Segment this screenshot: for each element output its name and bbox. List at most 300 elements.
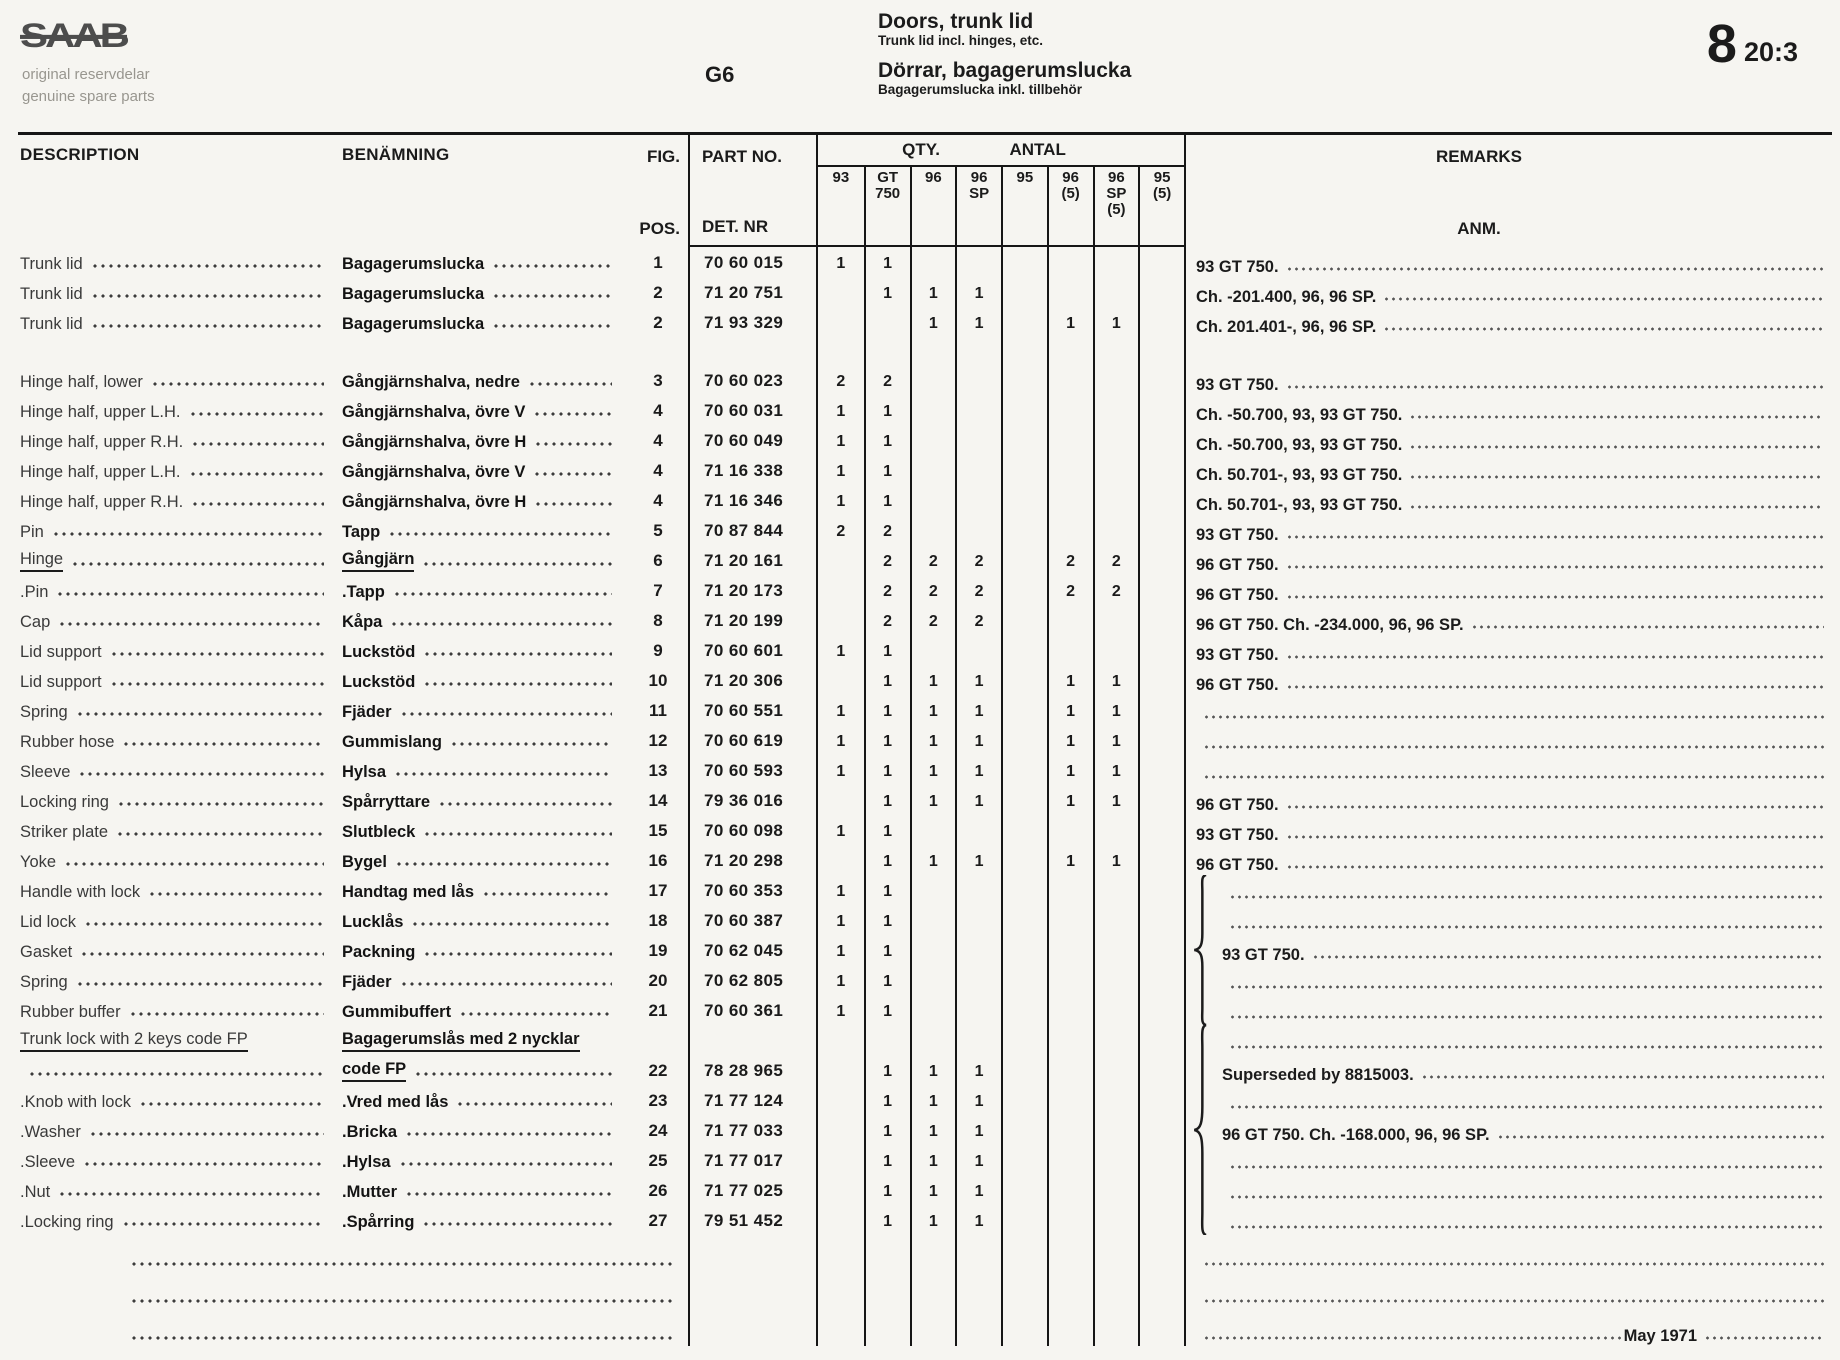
benamning-cell (340, 965, 628, 995)
table-row (18, 875, 1832, 905)
table-row (18, 1309, 1832, 1346)
qty-cell: 1 (1047, 755, 1093, 785)
qty-cell (1047, 1115, 1093, 1145)
description-cell (18, 277, 340, 307)
qty-cell (910, 365, 956, 395)
remarks-cell (1186, 935, 1832, 965)
qty-cell (1093, 395, 1139, 425)
fig-pos-cell: 3 (653, 371, 663, 390)
description-cell (18, 247, 340, 277)
fig-pos-cell (628, 337, 688, 365)
description-text: Lid support (20, 643, 102, 661)
qty-cell (1001, 395, 1047, 425)
qty-cell (818, 575, 864, 605)
description-text: Hinge (20, 550, 63, 572)
qty-cell (818, 665, 864, 695)
dot-leader (129, 1012, 324, 1016)
qty-cell: 1 (955, 307, 1001, 337)
dot-leader (405, 1192, 612, 1196)
qty-cell (1047, 1272, 1093, 1309)
qty-cells (818, 845, 1186, 875)
description-cell (18, 1205, 340, 1235)
dot-leader (456, 1102, 612, 1106)
qty-cell: 1 (864, 845, 910, 875)
description-text: .Pin (20, 583, 49, 601)
qty-cell (1047, 995, 1093, 1025)
qty-cell (818, 1025, 864, 1055)
remarks-cell (1186, 695, 1832, 725)
description-cell (18, 875, 340, 905)
qty-cell (1138, 1272, 1184, 1309)
qty-cell: 1 (864, 455, 910, 485)
dot-leader (191, 502, 324, 506)
qty-cell: 1 (910, 1205, 956, 1235)
benamning-cell (340, 1175, 628, 1205)
description-cell (18, 815, 340, 845)
benamning-text: Gångjärnshalva, övre H (342, 493, 527, 511)
fig-pos-cell: 5 (653, 521, 663, 540)
qty-cell (1093, 1115, 1139, 1145)
description-cell (18, 1025, 340, 1055)
qty-cell (955, 337, 1001, 365)
dot-leader (400, 982, 612, 986)
benamning-cell (340, 337, 628, 365)
part-no-cell: 70 60 049 (688, 425, 818, 455)
bottom-leader-cell (18, 1272, 688, 1309)
benamning-cell (340, 1055, 628, 1085)
qty-cells (818, 1115, 1186, 1145)
qty-cell: 1 (1047, 695, 1093, 725)
qty-cell (910, 455, 956, 485)
qty-cell (818, 1175, 864, 1205)
page-title-english: Doors, trunk lid (878, 10, 1034, 33)
dot-leader (1229, 925, 1824, 929)
qty-cell: 1 (955, 665, 1001, 695)
dot-leader (78, 772, 324, 776)
remarks-cell (1186, 307, 1832, 337)
qty-cells (818, 665, 1186, 695)
qty-cell (1047, 1145, 1093, 1175)
description-cell (18, 1175, 340, 1205)
qty-cell (1001, 1309, 1047, 1346)
qty-cell (1047, 875, 1093, 905)
benamning-cell (340, 365, 628, 395)
part-no-cell: 71 77 017 (688, 1145, 818, 1175)
qty-cell (1138, 1205, 1184, 1235)
part-no-cell: 70 62 805 (688, 965, 818, 995)
qty-cell (1093, 277, 1139, 307)
part-no-cell (688, 1272, 818, 1309)
benamning-text: .Mutter (342, 1183, 397, 1201)
fig-header-line2: POS. (639, 219, 680, 238)
description-cell (18, 1055, 340, 1085)
part-no-cell: 71 16 346 (688, 485, 818, 515)
dot-leader (411, 922, 612, 926)
qty-cell (910, 395, 956, 425)
qty-cell (1138, 1055, 1184, 1085)
dot-leader (116, 832, 324, 836)
qty-cell (864, 337, 910, 365)
qty-cell (1138, 815, 1184, 845)
qty-cell (1001, 635, 1047, 665)
qty-cell: 1 (864, 905, 910, 935)
benamning-text: Spårryttare (342, 793, 431, 811)
qty-cell (818, 1309, 864, 1346)
dot-leader (1286, 267, 1824, 271)
description-text: .Sleeve (20, 1153, 76, 1171)
qty-cell (1138, 247, 1184, 277)
qty-cells (818, 695, 1186, 725)
qty-cell: 1 (1093, 307, 1139, 337)
qty-cell (955, 875, 1001, 905)
part-no-cell: 71 20 298 (688, 845, 818, 875)
qty-cell (955, 1272, 1001, 1309)
benamning-cell (340, 875, 628, 905)
qty-cell: 1 (1093, 695, 1139, 725)
remark-text: 93 GT 750. (1222, 946, 1305, 964)
benamning-cell (340, 277, 628, 307)
dot-leader (393, 592, 612, 596)
qty-cell: 1 (836, 403, 846, 420)
qty-cell (864, 1025, 910, 1055)
part-no-cell: 70 60 593 (688, 755, 818, 785)
description-text: Pin (20, 523, 44, 541)
qty-cell (1047, 935, 1093, 965)
description-text: Trunk lid (20, 285, 83, 303)
description-text: Rubber buffer (20, 1003, 121, 1021)
benamning-text: Hylsa (342, 763, 387, 781)
qty-cell: 2 (955, 575, 1001, 605)
qty-cell (1001, 1272, 1047, 1309)
qty-cell: 1 (910, 755, 956, 785)
qty-cell: 1 (864, 1175, 910, 1205)
qty-header-group (818, 135, 1186, 247)
remarks-cell (1186, 247, 1832, 277)
remarks-cell (1186, 755, 1832, 785)
table-row (18, 1175, 1832, 1205)
remark-text: Ch. 50.701-, 93, 93 GT 750. (1196, 466, 1403, 484)
dot-leader (1286, 565, 1824, 569)
fig-pos-cell: 7 (653, 581, 663, 600)
qty-cell: 1 (864, 425, 910, 455)
qty-cell (1093, 247, 1139, 277)
qty-cells (818, 485, 1186, 515)
description-text: Hinge half, upper R.H. (20, 433, 184, 451)
dot-leader (534, 442, 612, 446)
qty-cells (818, 575, 1186, 605)
qty-cell (1001, 935, 1047, 965)
dot-leader (122, 1222, 324, 1226)
part-no-cell: 71 20 161 (688, 545, 818, 575)
part-no-cell: 71 20 751 (688, 277, 818, 307)
dot-leader (492, 264, 612, 268)
qty-cell (955, 1309, 1001, 1346)
benamning-text: .Hylsa (342, 1153, 391, 1171)
qty-cell (1093, 965, 1139, 995)
benamning-text: Gummislang (342, 733, 442, 751)
qty-cells (818, 725, 1186, 755)
qty-cells (818, 365, 1186, 395)
dot-leader (422, 1222, 612, 1226)
part-no-cell: 70 87 844 (688, 515, 818, 545)
qty-column-header: 95 (5) (1138, 167, 1184, 245)
description-cell (18, 965, 340, 995)
dot-leader (423, 952, 612, 956)
description-text: Hinge half, upper L.H. (20, 463, 181, 481)
qty-cell (1047, 1309, 1093, 1346)
qty-cell: 1 (836, 943, 846, 960)
qty-cell (1047, 1175, 1093, 1205)
dot-leader (399, 1162, 612, 1166)
dot-leader (151, 382, 324, 386)
dot-leader (117, 802, 324, 806)
qty-cell (1047, 485, 1093, 515)
table-row (18, 785, 1832, 815)
benamning-text: Gummibuffert (342, 1003, 452, 1021)
qty-cell: 2 (864, 545, 910, 575)
qty-cell (1001, 455, 1047, 485)
description-cell (18, 935, 340, 965)
saab-logo: SAAB (20, 16, 128, 55)
qty-cell: 1 (836, 433, 846, 450)
benamning-text: Luckstöd (342, 643, 416, 661)
qty-cell (1047, 1205, 1093, 1235)
qty-cell (1138, 485, 1184, 515)
qty-cells (818, 635, 1186, 665)
description-cell (18, 365, 340, 395)
remark-text: Ch. 201.401-, 96, 96 SP. (1196, 318, 1377, 336)
table-row (18, 1272, 1832, 1309)
qty-cell (910, 935, 956, 965)
remark-text: 93 GT 750. (1196, 526, 1279, 544)
qty-cell: 1 (864, 395, 910, 425)
antal-label: ANTAL (1009, 140, 1066, 159)
qty-cell (955, 515, 1001, 545)
qty-cell (910, 1309, 956, 1346)
qty-cell (910, 247, 956, 277)
dot-leader (1286, 685, 1824, 689)
benamning-cell (340, 755, 628, 785)
remarks-cell (1186, 845, 1832, 875)
qty-cell (864, 1235, 910, 1272)
dot-leader (1471, 625, 1824, 629)
page-subtitle-english: Trunk lid incl. hinges, etc. (878, 33, 1044, 49)
qty-cell (1093, 905, 1139, 935)
qty-cell: 1 (1093, 845, 1139, 875)
remark-text: 96 GT 750. (1196, 556, 1279, 574)
qty-cell (910, 875, 956, 905)
fig-pos-cell: 2 (653, 313, 663, 332)
part-no-cell (688, 1235, 818, 1272)
remark-text: Ch. 50.701-, 93, 93 GT 750. (1196, 496, 1403, 514)
benamning-text: Fjäder (342, 703, 392, 721)
qty-cell: 1 (864, 665, 910, 695)
dot-leader (130, 1299, 676, 1303)
qty-cell (1093, 425, 1139, 455)
qty-cell (1093, 1175, 1139, 1205)
dot-leader (1497, 1135, 1824, 1139)
qty-cell (955, 455, 1001, 485)
dot-leader (388, 532, 612, 536)
qty-cell (1093, 1055, 1139, 1085)
qty-cell: 2 (864, 605, 910, 635)
qty-cell (1047, 455, 1093, 485)
remarks-cell (1186, 725, 1832, 755)
dot-leader (58, 1192, 324, 1196)
qty-cell: 1 (836, 733, 846, 750)
dot-leader (459, 1012, 612, 1016)
qty-cell (955, 395, 1001, 425)
benamning-text: Lucklås (342, 913, 404, 931)
description-text: Hinge half, upper R.H. (20, 493, 184, 511)
dot-leader (1286, 655, 1824, 659)
qty-cell (910, 995, 956, 1025)
qty-cell (1138, 635, 1184, 665)
dot-leader (139, 1102, 324, 1106)
qty-cells (818, 307, 1186, 337)
qty-cell (1001, 1235, 1047, 1272)
benamning-cell (340, 995, 628, 1025)
part-no-cell: 71 93 329 (688, 307, 818, 337)
benamning-text: Slutbleck (342, 823, 416, 841)
description-cell (18, 455, 340, 485)
page-header (0, 0, 1840, 132)
qty-cell (1138, 1025, 1184, 1055)
qty-cell (1001, 845, 1047, 875)
qty-cell: 2 (1047, 545, 1093, 575)
qty-cell (1001, 575, 1047, 605)
logo-subtitle-swedish: original reservdelar (22, 66, 150, 83)
description-cell (18, 515, 340, 545)
dot-leader (492, 294, 612, 298)
benamning-text: Bagagerumslås med 2 nycklar (342, 1030, 580, 1052)
qty-cell (1138, 935, 1184, 965)
qty-cell (1001, 277, 1047, 307)
description-cell (18, 545, 340, 575)
qty-cells (818, 755, 1186, 785)
qty-cell: 1 (864, 485, 910, 515)
benamning-cell (340, 395, 628, 425)
remark-text: Ch. -50.700, 93, 93 GT 750. (1196, 406, 1403, 424)
dot-leader (422, 562, 612, 566)
dot-leader (414, 1072, 612, 1076)
qty-cell (1047, 965, 1093, 995)
description-cell (18, 485, 340, 515)
table-row (18, 845, 1832, 875)
qty-cells (818, 995, 1186, 1025)
table-row (18, 277, 1832, 307)
dot-leader (394, 772, 612, 776)
description-text: Rubber hose (20, 733, 115, 751)
part-no-cell: 71 77 124 (688, 1085, 818, 1115)
qty-cells (818, 277, 1186, 307)
dot-leader (533, 472, 612, 476)
benamning-cell (340, 635, 628, 665)
dot-leader (28, 1072, 324, 1076)
qty-cells (818, 425, 1186, 455)
parts-table (18, 132, 1832, 1346)
dot-leader (76, 712, 324, 716)
qty-cells (818, 545, 1186, 575)
dot-leader (534, 502, 612, 506)
dot-leader (1229, 1195, 1824, 1199)
qty-cell: 1 (864, 755, 910, 785)
dot-leader (189, 472, 324, 476)
qty-cell (910, 485, 956, 515)
qty-cell (1138, 755, 1184, 785)
dot-leader (533, 412, 612, 416)
description-cell (18, 905, 340, 935)
remarks-cell (1186, 1309, 1832, 1346)
qty-cells (818, 1025, 1186, 1055)
qty-cell (818, 1235, 864, 1272)
qty-cell (1138, 1085, 1184, 1115)
qty-cell: 1 (864, 1205, 910, 1235)
description-cell (18, 665, 340, 695)
qty-cell (1138, 995, 1184, 1025)
dot-leader (130, 1336, 676, 1340)
qty-cell (1001, 1055, 1047, 1085)
fig-pos-cell: 1 (653, 253, 663, 272)
qty-cell (1047, 1235, 1093, 1272)
dot-leader (528, 382, 612, 386)
remarks-cell (1186, 905, 1832, 935)
part-no-cell: 71 77 025 (688, 1175, 818, 1205)
dot-leader (64, 862, 324, 866)
description-header: DESCRIPTION (20, 145, 140, 164)
benamning-cell (340, 845, 628, 875)
qty-cell (1093, 1205, 1139, 1235)
qty-cell (1047, 247, 1093, 277)
dot-leader (110, 652, 324, 656)
qty-cell (1138, 665, 1184, 695)
qty-cell: 1 (910, 695, 956, 725)
remarks-cell (1186, 395, 1832, 425)
dot-leader (1203, 715, 1824, 719)
qty-cell (1093, 337, 1139, 365)
dot-leader (1409, 415, 1824, 419)
table-row (18, 485, 1832, 515)
remarks-cell (1186, 515, 1832, 545)
qty-cell (864, 1309, 910, 1346)
qty-cell: 1 (836, 463, 846, 480)
qty-cell (1047, 515, 1093, 545)
qty-cell (1001, 1205, 1047, 1235)
qty-cell (818, 1085, 864, 1115)
qty-cell (1001, 785, 1047, 815)
qty-cell (1001, 605, 1047, 635)
fig-pos-cell: 11 (649, 701, 667, 720)
benamning-text: .Bricka (342, 1123, 398, 1141)
qty-cell: 1 (910, 1115, 956, 1145)
fig-pos-cell: 26 (648, 1181, 668, 1200)
qty-cell (1138, 425, 1184, 455)
qty-cell: 1 (864, 635, 910, 665)
part-no-cell: 70 60 551 (688, 695, 818, 725)
part-no-cell: 70 60 601 (688, 635, 818, 665)
benamning-cell (340, 665, 628, 695)
qty-cell: 1 (864, 277, 910, 307)
qty-cell: 1 (1047, 785, 1093, 815)
dot-leader (1203, 1336, 1622, 1340)
qty-cell: 2 (910, 605, 956, 635)
qty-cell: 1 (955, 1145, 1001, 1175)
description-text: Striker plate (20, 823, 109, 841)
qty-cell (1047, 1085, 1093, 1115)
remark-text: 93 GT 750. (1196, 646, 1279, 664)
description-text: Locking ring (20, 793, 109, 811)
qty-cell (910, 1025, 956, 1055)
